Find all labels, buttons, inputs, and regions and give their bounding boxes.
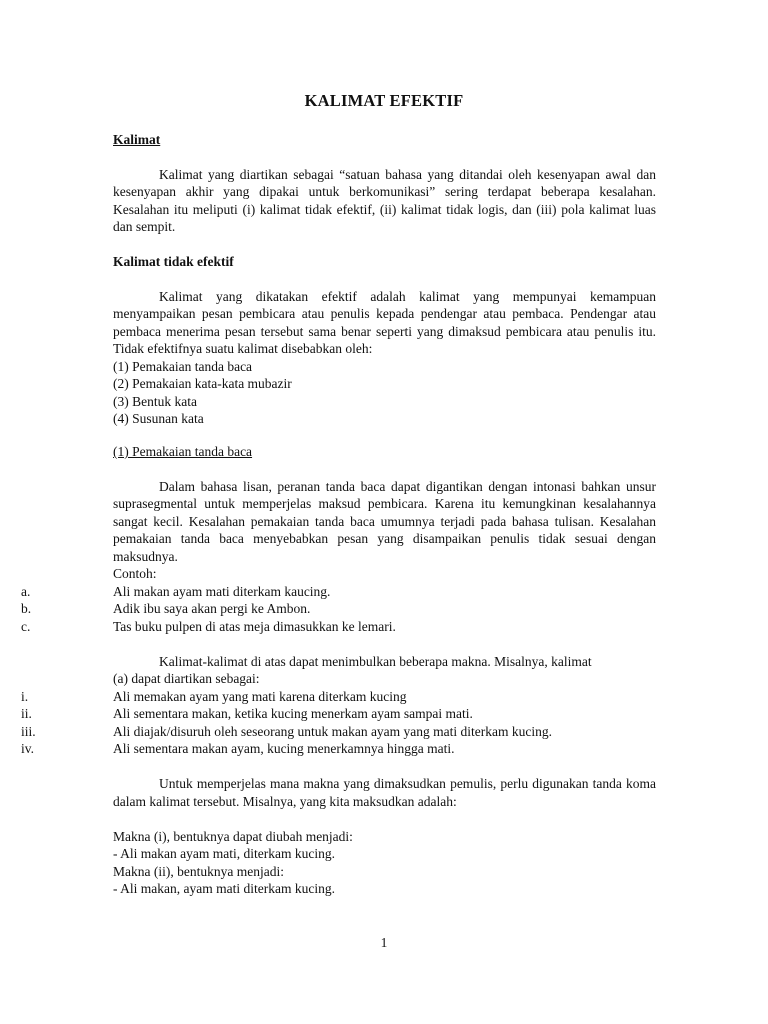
paragraph-kalimat-tidak-efektif: Kalimat yang dikatakan efektif adalah kalimat yang mempunyai kemampuan menyampaikan pesan pembicara atau penulis kepada pendengar atau pembaca. Pendengar atau pembaca menerima pesan tersebut sama benar seperti yang dimaksud pembicara atau penulis itu. Tidak efektifnya suatu kalimat disebabkan oleh: bbox=[113, 288, 656, 356]
example-item bbox=[21, 618, 656, 636]
contoh-label: Contoh: bbox=[113, 566, 157, 581]
page-number: 1 bbox=[380, 935, 388, 950]
meaning-text: Ali sementara makan, ketika kucing menerkam ayam sampai mati. bbox=[113, 706, 473, 721]
paragraph-tanda-koma: Untuk memperjelas mana makna yang dimaksudkan pemulis, perlu digunakan tanda koma dalam kalimat tersebut. Misalnya, yang kita maksudkan adalah: bbox=[113, 776, 656, 809]
paragraph-tanda-baca: Dalam bahasa lisan, peranan tanda baca dapat digantikan dengan intonasi bahkan unsur suprasegmental untuk memperjelas maksud pembicara. Karena itu kemungkinan kesalahannya sangat kecil. Kesalahan pemakaian tanda baca umumnya terjadi pada bahasa tulisan. Kesalahan pemakaian tanda baca menyebabkan pesan yang disampaikan penulis tidak sesuai dengan maksudnya. bbox=[113, 478, 656, 564]
example-text: Tas buku pulpen di atas meja dimasukkan ke lemari. bbox=[113, 618, 396, 634]
example-text: Ali makan ayam mati diterkam kaucing. bbox=[113, 583, 331, 599]
example-item bbox=[21, 600, 656, 618]
cause-item: (4) Susunan kata bbox=[113, 411, 204, 426]
example-text: Adik ibu saya akan pergi ke Ambon. bbox=[113, 601, 311, 616]
example-marker: c. bbox=[21, 618, 31, 634]
meaning-marker: ii. bbox=[21, 706, 32, 721]
heading-kalimat: Kalimat bbox=[113, 132, 161, 147]
meaning-item bbox=[21, 688, 656, 706]
section-pemakaian-tanda-baca bbox=[21, 443, 656, 898]
heading-kalimat-tidak-efektif: Kalimat tidak efektif bbox=[113, 254, 234, 269]
example-item bbox=[21, 583, 656, 601]
closing-line: - Ali makan ayam mati, diterkam kucing. bbox=[113, 846, 335, 861]
meaning-text: Ali diajak/disuruh oleh seseorang untuk makan ayam yang mati diterkam kucing. bbox=[113, 723, 553, 739]
closing-line: Makna (ii), bentuknya menjadi: bbox=[113, 863, 284, 879]
meaning-marker: i. bbox=[21, 688, 29, 704]
document-title: KALIMAT EFEKTIF bbox=[304, 91, 464, 110]
closing-line: - Ali makan, ayam mati diterkam kucing. bbox=[113, 881, 335, 896]
meaning-text: Ali sementara makan ayam, kucing menerkamnya hingga mati. bbox=[113, 741, 455, 756]
heading-pemakaian-tanda-baca: (1) Pemakaian tanda baca bbox=[113, 444, 253, 459]
example-marker: a. bbox=[21, 583, 31, 599]
meaning-item bbox=[21, 723, 656, 741]
cause-item: (2) Pemakaian kata-kata mubazir bbox=[113, 376, 292, 391]
paragraph-kalimat: Kalimat yang diartikan sebagai “satuan bahasa yang ditandai oleh kesenyapan awal dan kesenyapan akhir yang dipakai untuk berkomunikasi” sering terdapat beberapa kesalahan. Kesalahan itu meliputi (i) kalimat tidak efektif, (ii) kalimat tidak logis, dan (iii) pola kalimat luas dan sempit. bbox=[113, 166, 656, 234]
meaning-marker: iii. bbox=[21, 723, 36, 739]
meaning-item bbox=[21, 705, 656, 723]
meaning-marker: iv. bbox=[21, 741, 34, 756]
paragraph-makna-line2: (a) dapat diartikan sebagai: bbox=[113, 671, 260, 686]
section-kalimat-tidak-efektif bbox=[113, 253, 656, 428]
cause-item: (1) Pemakaian tanda baca bbox=[113, 358, 253, 374]
cause-item: (3) Bentuk kata bbox=[113, 393, 197, 409]
meaning-item bbox=[21, 740, 656, 758]
meaning-text: Ali memakan ayam yang mati karena diterkam kucing bbox=[113, 688, 407, 704]
paragraph-makna-line1: Kalimat-kalimat di atas dapat menimbulkan beberapa makna. Misalnya, kalimat bbox=[159, 653, 592, 669]
example-marker: b. bbox=[21, 601, 32, 616]
section-kalimat bbox=[113, 131, 656, 236]
closing-line: Makna (i), bentuknya dapat diubah menjadi: bbox=[113, 828, 353, 844]
